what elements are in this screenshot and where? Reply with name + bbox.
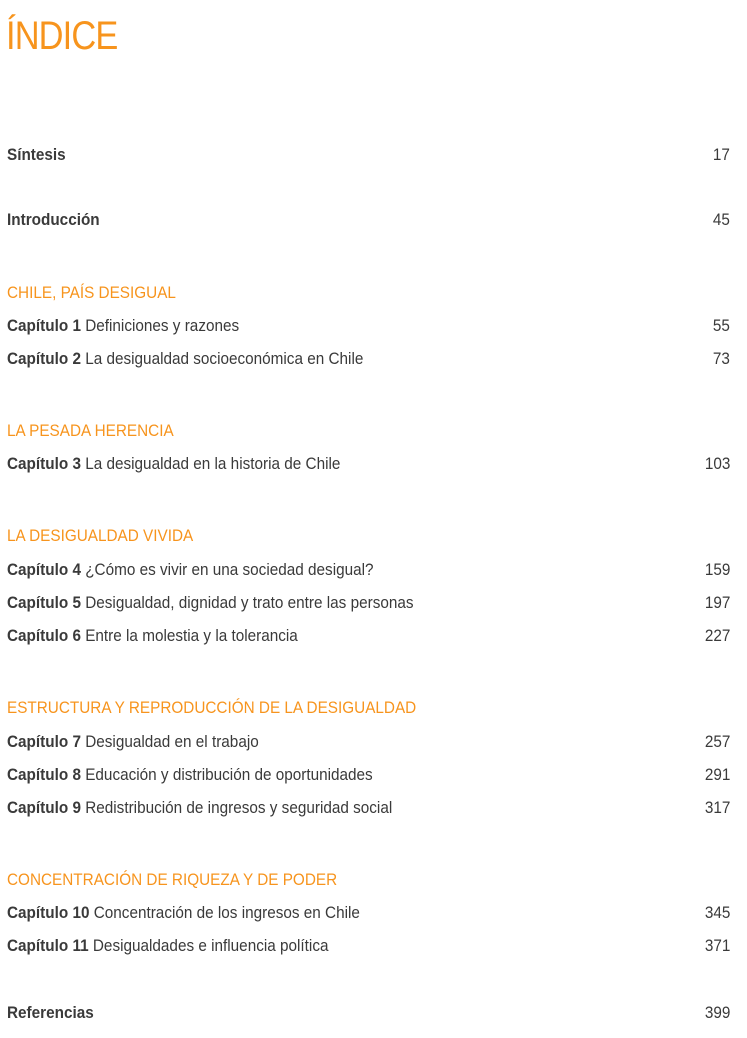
section-heading: ESTRUCTURA Y REPRODUCCIÓN DE LA DESIGUALDAD (7, 698, 417, 717)
toc-entry-chapter-9[interactable] (7, 796, 730, 820)
chapter-number: Capítulo 6 (7, 626, 81, 645)
toc-entry-page: 257 (704, 732, 730, 751)
toc-entry-page: 291 (704, 765, 730, 784)
section-heading: LA PESADA HERENCIA (7, 421, 174, 440)
section-heading: LA DESIGUALDAD VIVIDA (7, 526, 194, 545)
chapter-title: La desigualdad socioeconómica en Chile (85, 349, 364, 368)
chapter-number: Capítulo 4 (7, 560, 81, 579)
chapter-title: La desigualdad en la historia de Chile (85, 454, 341, 473)
toc-entry-page: 159 (704, 560, 730, 579)
toc-entry-page: 371 (704, 936, 730, 955)
toc-entry-label: Introducción (7, 210, 100, 229)
toc-entry-chapter-2[interactable] (7, 347, 730, 371)
chapter-number: Capítulo 9 (7, 798, 81, 817)
toc-entry-chapter-11[interactable] (7, 934, 730, 958)
toc-entry-page: 227 (704, 626, 730, 645)
toc-entry-page: 399 (704, 1003, 730, 1022)
section-heading: CHILE, PAÍS DESIGUAL (7, 283, 176, 302)
toc-entry-chapter-1[interactable] (7, 314, 730, 338)
toc-entry-introduccion[interactable] (7, 208, 730, 232)
toc-entry-chapter-6[interactable] (7, 624, 730, 648)
toc-entry-chapter-7[interactable] (7, 730, 730, 754)
toc-entry-chapter-8[interactable] (7, 763, 730, 787)
chapter-number: Capítulo 7 (7, 732, 81, 751)
toc-entry-page: 345 (704, 903, 730, 922)
toc-entry-label: Síntesis (7, 145, 66, 164)
toc-entry-referencias[interactable] (7, 1001, 730, 1025)
toc-entry-page: 197 (704, 593, 730, 612)
chapter-title: ¿Cómo es vivir en una sociedad desigual? (85, 560, 374, 579)
toc-entry-chapter-4[interactable] (7, 558, 730, 582)
chapter-title: Concentración de los ingresos en Chile (93, 903, 360, 922)
toc-entry-page: 73 (712, 349, 730, 368)
chapter-number: Capítulo 1 (7, 316, 81, 335)
toc-entry-chapter-3[interactable] (7, 452, 730, 476)
toc-entry-page: 103 (704, 454, 730, 473)
chapter-title: Educación y distribución de oportunidades (85, 765, 373, 784)
toc-entry-sintesis[interactable] (7, 143, 730, 167)
chapter-title: Entre la molestia y la tolerancia (85, 626, 298, 645)
chapter-number: Capítulo 11 (7, 936, 89, 955)
chapter-number: Capítulo 10 (7, 903, 90, 922)
chapter-title: Redistribución de ingresos y seguridad social (85, 798, 393, 817)
chapter-number: Capítulo 2 (7, 349, 81, 368)
toc-entry-page: 45 (712, 210, 730, 229)
section-heading: CONCENTRACIÓN DE RIQUEZA Y DE PODER (7, 870, 338, 889)
toc-entry-page: 317 (704, 798, 730, 817)
chapter-number: Capítulo 3 (7, 454, 81, 473)
toc-entry-page: 17 (712, 145, 730, 164)
toc-entry-chapter-10[interactable] (7, 901, 730, 925)
toc-entry-chapter-5[interactable] (7, 591, 730, 615)
chapter-title: Desigualdades e influencia política (92, 936, 329, 955)
chapter-number: Capítulo 5 (7, 593, 81, 612)
page-title: ÍNDICE (6, 14, 118, 58)
chapter-number: Capítulo 8 (7, 765, 81, 784)
chapter-title: Definiciones y razones (85, 316, 240, 335)
toc-entry-label: Referencias (7, 1003, 94, 1022)
toc-entry-page: 55 (712, 316, 730, 335)
chapter-title: Desigualdad en el trabajo (85, 732, 259, 751)
chapter-title: Desigualdad, dignidad y trato entre las personas (85, 593, 414, 612)
